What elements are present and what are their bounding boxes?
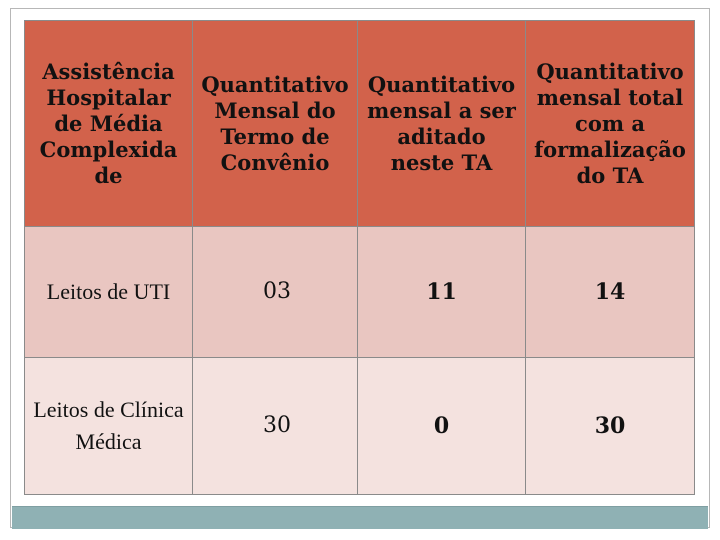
table-row <box>25 227 695 358</box>
header-quantitativo-aditado: Quantitativo mensal a ser aditado neste TA <box>358 21 526 227</box>
row-label: Leitos de Clínica Médica <box>25 358 193 495</box>
header-quantitativo-total: Quantitativo mensal total com a formalização do TA <box>526 21 695 227</box>
cell-total: 14 <box>526 227 695 358</box>
row-label: Leitos de UTI <box>25 227 193 358</box>
cell-termo: 03 <box>193 227 358 358</box>
header-quantitativo-termo: Quantitativo Mensal do Termo de Convênio <box>193 21 358 227</box>
footer-bar <box>12 506 708 529</box>
cell-aditado: 0 <box>358 358 526 495</box>
cell-aditado: 11 <box>358 227 526 358</box>
header-assistencia: Assistência Hospitalar de Média Complexida de <box>25 21 193 227</box>
table-row <box>25 358 695 495</box>
cell-total: 30 <box>526 358 695 495</box>
data-table <box>24 20 695 495</box>
header-row <box>25 21 695 227</box>
cell-termo: 30 <box>193 358 358 495</box>
